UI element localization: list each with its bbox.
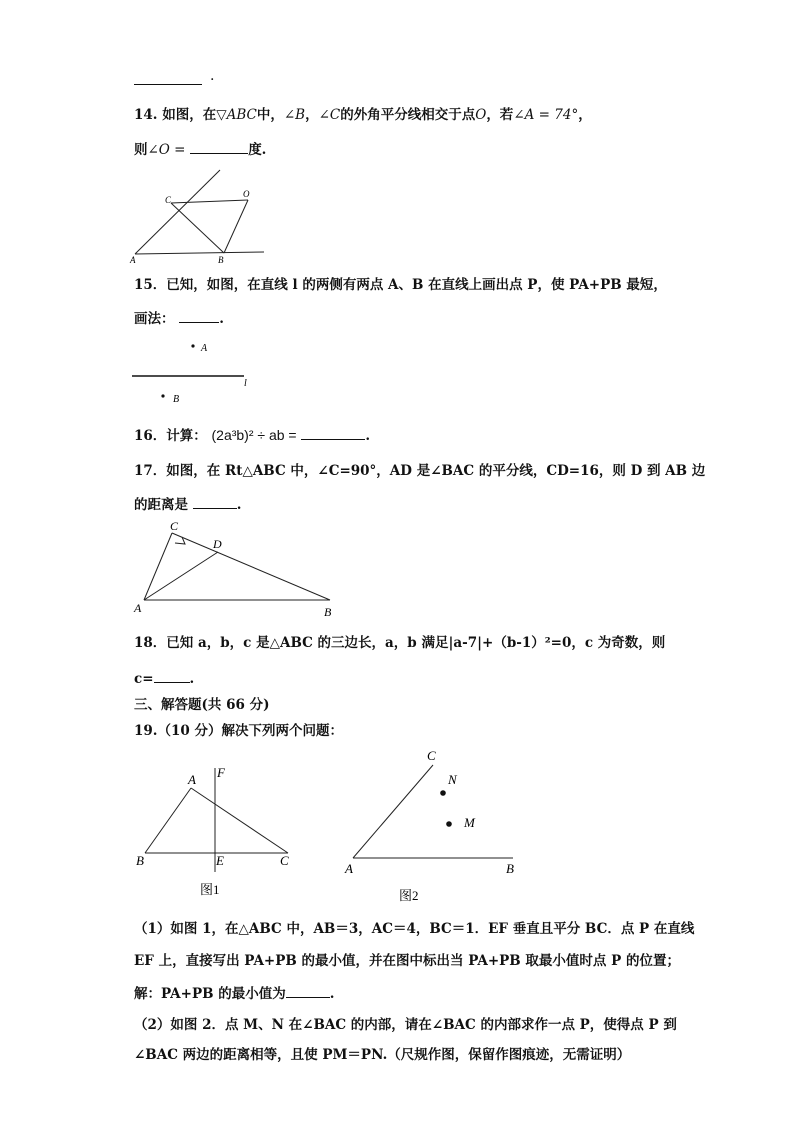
q14-figure: [128, 165, 278, 265]
q19-header: 19.（10 分）解决下列两个问题：: [134, 723, 343, 739]
q19-part1-line2: EF 上，直接写出 PA+PB 的最小值，并在图中标出当 PA+PB 取最小值时点 P 的位置；: [134, 953, 680, 969]
fig1-caption: 图1: [200, 882, 220, 897]
fig1-label-e: E: [216, 853, 224, 868]
q17-line2: 的距离是 .: [134, 497, 242, 513]
q17-label-c: C: [170, 519, 179, 533]
fig2-caption: 图2: [399, 888, 419, 903]
q15-figure: [128, 338, 268, 408]
q19-figure-1: [128, 762, 303, 902]
q15-label-b: B: [173, 394, 180, 405]
q18-line2: c= .: [134, 671, 195, 687]
fig2-label-m: M: [464, 815, 475, 830]
q17-answer-blank: [193, 495, 237, 509]
fig1-label-b: B: [136, 853, 144, 868]
q15-label-l: l: [244, 378, 247, 389]
q19-figure-2: [338, 742, 528, 907]
q19-part2-line1: （2）如图 2．点 M、N 在∠BAC 的内部，请在∠BAC 的内部求作一点 P，使得点 P 到: [134, 1017, 677, 1033]
q14-answer-blank: [190, 140, 248, 154]
fig2-label-a: A: [345, 861, 353, 876]
fig2-label-b: B: [506, 861, 514, 876]
q17-line1: 17．如图，在 Rt△ABC 中，∠C=90°，AD 是∠BAC 的平分线，CD=16，则 D 到 AB 边: [134, 463, 706, 479]
q19-part1-line1: （1）如图 1，在△ABC 中，AB＝3，AC＝4，BC＝1．EF 垂直且平分 BC．点 P 在直线: [134, 921, 695, 937]
fig2-label-n: N: [448, 772, 457, 787]
prev-answer-blank: [134, 72, 202, 85]
q17-label-a: A: [134, 601, 142, 615]
fig2-label-c: C: [427, 748, 436, 763]
q19-part2-line2: ∠BAC 两边的距离相等，且使 PM＝PN.（尺规作图，保留作图痕迹，无需证明）: [134, 1047, 631, 1063]
fig1-label-c: C: [280, 853, 289, 868]
q15-point-a: [191, 344, 194, 347]
fig2-point-m: [446, 821, 452, 827]
q15-line2: 画法： .: [134, 311, 224, 327]
prev-period: .: [210, 68, 215, 84]
q15-label-a: A: [201, 343, 208, 354]
q14-line2: 则∠O = 度.: [134, 142, 267, 158]
q19-part1-line3: 解：PA+PB 的最小值为 .: [134, 986, 335, 1002]
fig1-label-f: F: [217, 765, 225, 780]
q15-answer-blank: [179, 309, 219, 323]
q19-answer-blank: [286, 984, 330, 998]
section-title: 三、解答题(共 66 分): [134, 697, 270, 713]
q18-answer-blank: [154, 669, 190, 683]
q14-label-a: A: [130, 255, 136, 265]
q16-expression: (2a³b)² ÷ ab =: [211, 427, 297, 443]
q16-answer-blank: [301, 426, 365, 440]
q14-label-o: O: [243, 189, 250, 199]
fig2-point-n: [440, 790, 446, 796]
q17-label-b: B: [324, 605, 332, 619]
q15-point-b: [161, 394, 164, 397]
q14-label-c: C: [165, 195, 172, 205]
q17-figure: [128, 516, 343, 620]
q14-line1: 14. 如图，在▽ABC中，∠B，∠C的外角平分线相交于点O，若∠A = 74°，: [134, 107, 592, 123]
q14-label-b: B: [218, 255, 224, 265]
q18-line1: 18．已知 a，b，c 是△ABC 的三边长，a，b 满足|a-7|+（b-1）²=0，c 为奇数，则: [134, 635, 666, 651]
q15-line1: 15．已知，如图，在直线 l 的两侧有两点 A、B 在直线上画出点 P，使 PA+PB 最短，: [134, 277, 667, 293]
q16-line: 16．计算： (2a³b)² ÷ ab = .: [134, 427, 371, 444]
fig1-label-a: A: [188, 772, 196, 787]
q17-label-d: D: [213, 537, 222, 551]
